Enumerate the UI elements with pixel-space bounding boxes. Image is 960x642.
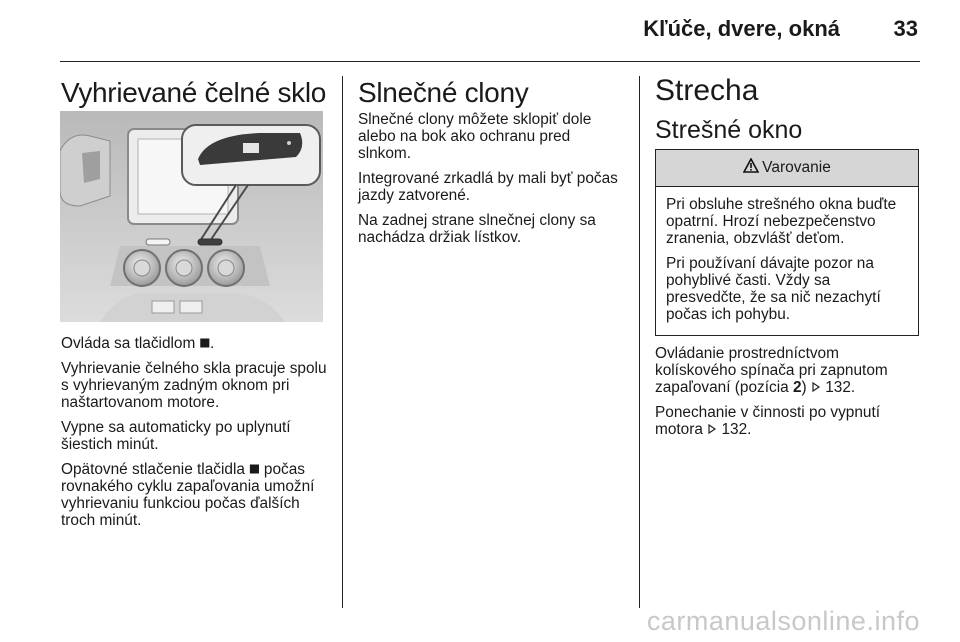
section-title-sun-visors: Slnečné clony xyxy=(358,77,529,108)
position-number: 2 xyxy=(792,379,802,396)
page-header-title: Kľúče, dvere, okná xyxy=(643,16,840,41)
text: Opätovné stlačenie tlačidla xyxy=(61,461,250,478)
col2-text xyxy=(358,111,620,254)
page-reference[interactable]: 132. xyxy=(820,379,856,396)
paragraph: Na zadnej strane slnečnej clony sa nachádza držiak lístkov. xyxy=(358,212,596,246)
paragraph: Integrované zrkadlá by mali byť počas jazdy zatvorené. xyxy=(358,170,618,204)
paragraph xyxy=(655,404,919,438)
warning-header xyxy=(656,150,918,187)
page-reference-arrow-icon xyxy=(811,379,821,396)
warning-body xyxy=(656,187,918,335)
col1-text xyxy=(61,335,331,537)
heated-windscreen-icon: ⯀ xyxy=(199,336,210,351)
section-title-heated-windscreen: Vyhrievané čelné sklo xyxy=(61,77,327,108)
page-number: 33 xyxy=(893,16,918,41)
text: Ovládanie prostredníctvom kolískového spínača pri zapnutom zapaľovaní (pozícia xyxy=(655,345,888,396)
paragraph xyxy=(61,461,331,529)
page-reference[interactable]: 132. xyxy=(717,421,752,438)
paragraph: Slnečné clony môžete sklopiť dole alebo na bok ako ochranu pred slnkom. xyxy=(358,111,592,162)
watermark: carmanualsonline.info xyxy=(646,606,920,636)
text: . xyxy=(209,335,215,352)
warning-box xyxy=(655,149,919,336)
text: Ovláda sa tlačidlom xyxy=(61,335,200,352)
subsection-title-sunroof: Strešné okno xyxy=(655,116,803,144)
paragraph: Vyhrievanie čelného skla pracuje spolu s vyhrievaným zadným oknom pri naštartovanom motore. xyxy=(61,360,327,411)
section-title-roof: Strecha xyxy=(655,74,759,107)
page-reference-arrow-icon xyxy=(707,421,717,438)
warning-label: Varovanie xyxy=(762,159,831,176)
warning-triangle-icon xyxy=(743,158,759,178)
paragraph: Pri používaní dávajte pozor na pohyblivé časti. Vždy sa presvedčte, že sa nič nezachytí počas ich pohybu. xyxy=(666,255,881,323)
paragraph: Vypne sa automaticky po uplynutí šiestich minút. xyxy=(61,419,291,453)
text: počas rovnakého cyklu zapaľovania umožní vyhrievaniu funkciou počas ďalších troch minút. xyxy=(61,461,315,529)
paragraph: Pri obsluhe strešného okna buďte opatrní. Hrozí nebezpečenstvo zranenia, obzvlášť deťom. xyxy=(666,196,897,247)
text: Ponechanie v činnosti po vypnutí motora xyxy=(655,404,881,438)
text: ) xyxy=(801,379,811,396)
col3-text xyxy=(655,345,919,446)
header-divider xyxy=(60,61,920,62)
paragraph xyxy=(655,345,919,396)
column-divider-2 xyxy=(639,76,640,608)
paragraph xyxy=(61,335,331,352)
column-divider-1 xyxy=(342,76,343,608)
dashboard-illustration xyxy=(60,111,323,322)
heated-windscreen-icon: ⯀ xyxy=(249,462,260,477)
